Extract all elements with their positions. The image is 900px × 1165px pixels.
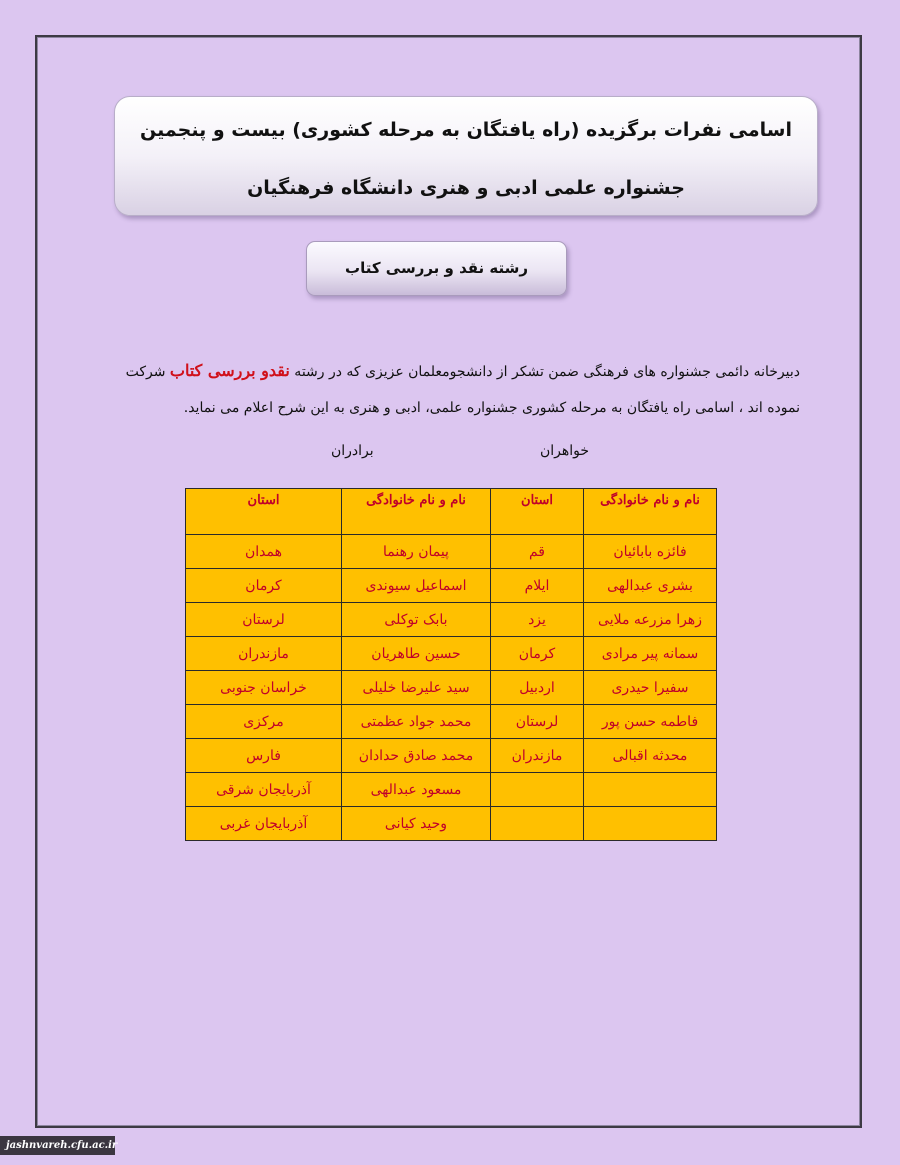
- winners-table: [185, 488, 717, 841]
- table-row: [186, 671, 717, 705]
- sister-name-cell: محدثه اقبالی: [584, 739, 717, 773]
- brother-name-cell: مسعود عبدالهی: [342, 773, 491, 807]
- brother-name-cell: پیمان رهنما: [342, 535, 491, 569]
- brother-name-cell: سید علیرضا خلیلی: [342, 671, 491, 705]
- sister-name-cell: سفیرا حیدری: [584, 671, 717, 705]
- brother-province-cell: مازندران: [186, 637, 342, 671]
- intro-highlight: نقدو بررسی کتاب: [169, 361, 290, 380]
- table-row: [186, 569, 717, 603]
- table-row: [186, 739, 717, 773]
- brother-name-cell: وحید کیانی: [342, 807, 491, 841]
- brother-province-cell: خراسان جنوبی: [186, 671, 342, 705]
- sister-province-cell: قم: [491, 535, 584, 569]
- table-row: [186, 535, 717, 569]
- sister-name-cell: بشری عبدالهی: [584, 569, 717, 603]
- table-row: [186, 705, 717, 739]
- table-row: [186, 637, 717, 671]
- sister-province-cell: کرمان: [491, 637, 584, 671]
- brother-name-cell: محمد صادق حدادان: [342, 739, 491, 773]
- brother-name-cell: محمد جواد عظمتی: [342, 705, 491, 739]
- brother-province-cell: مرکزی: [186, 705, 342, 739]
- sister-name-cell: فاطمه حسن پور: [584, 705, 717, 739]
- sister-province-cell: مازندران: [491, 739, 584, 773]
- sister-name-cell: سمانه پیر مرادی: [584, 637, 717, 671]
- intro-text-2: شرکت نموده اند ، اسامی راه یافتگان به مرحله کشوری جشنواره علمی، ادبی و هنری به این شرح اعلام می نماید.: [125, 364, 800, 416]
- table-row: [186, 773, 717, 807]
- page-title-line-1: اسامی نفرات برگزیده (راه یافتگان به مرحله کشوری) بیست و پنجمین: [140, 119, 792, 141]
- sister-name-cell: فائزه بابائیان: [584, 535, 717, 569]
- brother-name-cell: بابک توکلی: [342, 603, 491, 637]
- sister-name-cell: [584, 807, 717, 841]
- header-sister-name: نام و نام خانوادگی: [584, 489, 717, 535]
- header-sister-province: استان: [491, 489, 584, 535]
- sister-name-cell: [584, 773, 717, 807]
- category-title: رشته نقد و بررسی کتاب: [345, 259, 528, 277]
- brother-province-cell: آذربایجان شرقی: [186, 773, 342, 807]
- sister-province-cell: [491, 773, 584, 807]
- table-row: [186, 603, 717, 637]
- brother-province-cell: کرمان: [186, 569, 342, 603]
- site-watermark: jashnvareh.cfu.ac.ir: [0, 1136, 115, 1155]
- sister-name-cell: زهرا مزرعه ملایی: [584, 603, 717, 637]
- table-row: [186, 807, 717, 841]
- brother-name-cell: حسین طاهریان: [342, 637, 491, 671]
- header-brother-name: نام و نام خانوادگی: [342, 489, 491, 535]
- brother-province-cell: فارس: [186, 739, 342, 773]
- brother-province-cell: آذربایجان غربی: [186, 807, 342, 841]
- page-title-line-2: جشنواره علمی ادبی و هنری دانشگاه فرهنگیان: [247, 177, 685, 199]
- brother-province-cell: همدان: [186, 535, 342, 569]
- intro-paragraph: [120, 353, 800, 426]
- intro-text-1: دبیرخانه دائمی جشنواره های فرهنگی ضمن تشکر از دانشجومعلمان عزیزی که در رشته: [289, 364, 800, 380]
- sisters-label: خواهران: [540, 443, 590, 459]
- brother-province-cell: لرستان: [186, 603, 342, 637]
- category-banner: [306, 241, 567, 296]
- sister-province-cell: ایلام: [491, 569, 584, 603]
- sister-province-cell: یزد: [491, 603, 584, 637]
- title-banner: [114, 96, 818, 216]
- sister-province-cell: اردبیل: [491, 671, 584, 705]
- table-header-row: [186, 489, 717, 535]
- sister-province-cell: [491, 807, 584, 841]
- sister-province-cell: لرستان: [491, 705, 584, 739]
- brothers-label: برادران: [331, 443, 374, 459]
- header-brother-province: استان: [186, 489, 342, 535]
- brother-name-cell: اسماعیل سیوندی: [342, 569, 491, 603]
